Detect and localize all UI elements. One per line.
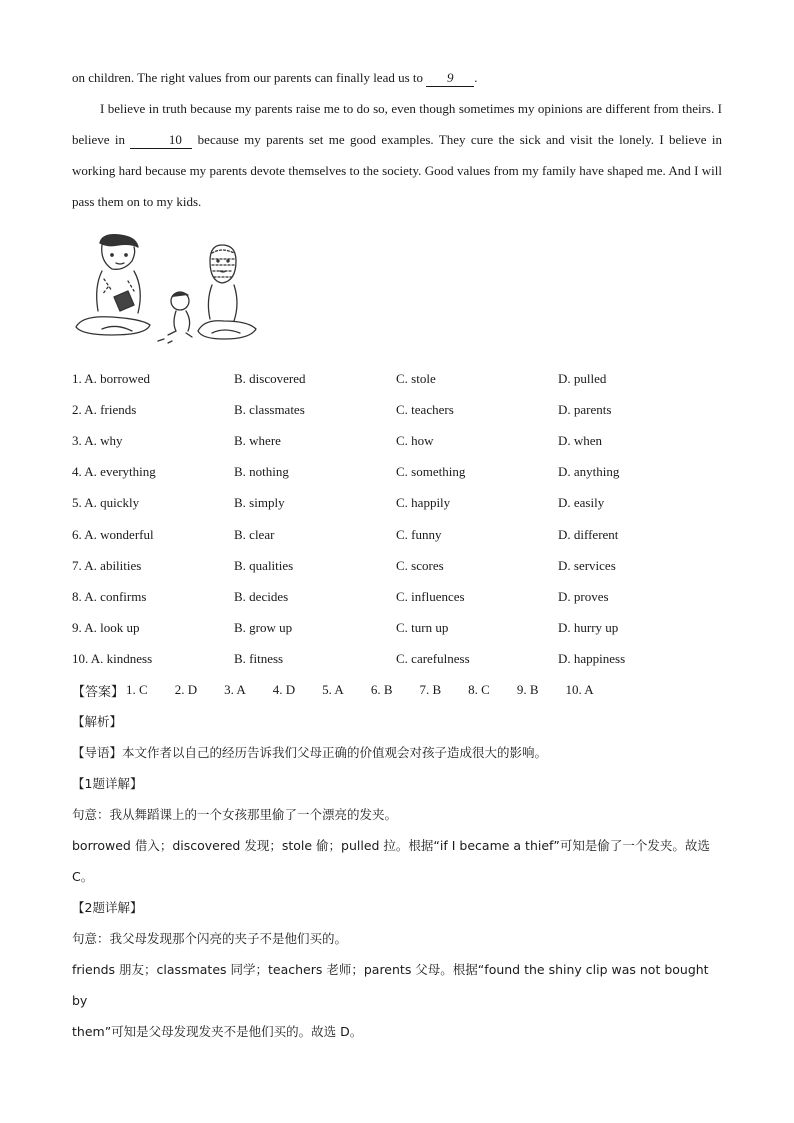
option-b: B. discovered [234, 370, 306, 386]
option-d: D. services [558, 557, 616, 573]
option-c: C. influences [396, 588, 465, 604]
options-list [72, 363, 722, 675]
q1-meaning: 句意：我从舞蹈课上的一个女孩那里偷了一个漂亮的发夹。 [72, 806, 398, 822]
option-row [72, 613, 722, 644]
option-b: B. clear [234, 526, 275, 542]
answer-item: 1. C [126, 682, 148, 698]
blank-10: 10 [130, 132, 192, 149]
option-b: B. simply [234, 495, 285, 511]
option-d: D. hurry up [558, 620, 619, 636]
passage-line-1: on children. The right values from our parents can finally lead us to 9 . [72, 70, 478, 85]
option-row [72, 425, 722, 456]
option-c: C. turn up [396, 620, 449, 636]
option-b: B. fitness [234, 651, 284, 667]
option-b: B. classmates [234, 401, 305, 417]
option-a: 5. A. quickly [72, 495, 140, 511]
option-a: 3. A. why [72, 432, 123, 448]
option-b: B. qualities [234, 557, 294, 573]
option-c: C. how [396, 432, 434, 448]
option-a: 6. A. wonderful [72, 526, 154, 542]
answer-tag: 【答案】 [72, 684, 125, 700]
q2-title: 【2题详解】 [72, 899, 143, 915]
option-b: B. grow up [234, 620, 293, 636]
option-b: B. nothing [234, 464, 289, 480]
option-a: 8. A. confirms [72, 588, 147, 604]
option-row [72, 550, 722, 581]
option-d: D. easily [558, 495, 605, 511]
answer-item: 7. B [419, 682, 442, 698]
passage [72, 62, 722, 217]
q1-explanation-line-1: borrowed 借入；discovered 发现；stole 偷；pulled 拉。根据“if I became a thief”可知是偷了一个发夹。故选 [72, 837, 710, 853]
blank-9: 9 [426, 70, 474, 87]
option-a: 1. A. borrowed [72, 370, 150, 386]
q1-explanation-line-2: C。 [72, 868, 94, 884]
analysis-section [72, 706, 722, 1047]
option-row [72, 394, 722, 425]
option-b: B. where [234, 432, 281, 448]
family-reading-illustration [72, 231, 264, 349]
analysis-intro: 【导语】本文作者以自己的经历告诉我们父母正确的价值观会对孩子造成很大的影响。 [72, 744, 548, 760]
answer-key [72, 675, 722, 706]
passage-paragraph-2: I believe in truth because my parents raise me to do so, even though sometimes my opinions are different from theirs. I believe in 10 because my parents set me good examples. They cure the sick and visit the lonely. I believe in working hard because my parents devote themselves to the society. Good values from my family have shaped me. And I will pass them on to my kids. [72, 101, 722, 209]
analysis-tag: 【解析】 [72, 713, 123, 729]
option-d: D. when [558, 432, 603, 448]
option-b: B. decides [234, 588, 289, 604]
document-page [72, 62, 722, 1047]
answer-item: 8. C [468, 682, 490, 698]
option-d: D. different [558, 526, 619, 542]
option-c: C. something [396, 464, 466, 480]
option-a: 10. A. kindness [72, 651, 153, 667]
option-row [72, 581, 722, 612]
option-a: 2. A. friends [72, 401, 137, 417]
option-d: D. parents [558, 401, 612, 417]
q1-title: 【1题详解】 [72, 775, 143, 791]
option-a: 7. A. abilities [72, 557, 142, 573]
option-a: 9. A. look up [72, 620, 140, 636]
option-row [72, 519, 722, 550]
option-d: D. pulled [558, 370, 607, 386]
q2-explanation-line-1: friends 朋友；classmates 同学；teachers 老师；parents 父母。根据“found the shiny clip was not bought by [72, 961, 709, 1008]
option-a: 4. A. everything [72, 464, 156, 480]
option-row [72, 644, 722, 675]
option-row [72, 457, 722, 488]
option-c: C. carefulness [396, 651, 470, 667]
answer-item: 9. B [516, 682, 539, 698]
option-c: C. scores [396, 557, 444, 573]
option-c: C. stole [396, 370, 436, 386]
answer-item: 4. D [272, 682, 296, 698]
q2-meaning: 句意：我父母发现那个闪亮的夹子不是他们买的。 [72, 930, 348, 946]
answer-item: 5. A [322, 682, 344, 698]
option-d: D. happiness [558, 651, 626, 667]
answer-item: 10. A [565, 682, 594, 698]
option-row [72, 363, 722, 394]
option-c: C. funny [396, 526, 442, 542]
option-d: D. proves [558, 588, 609, 604]
q2-explanation-line-2: them”可知是父母发现发夹不是他们买的。故选 D。 [72, 1023, 363, 1039]
option-c: C. teachers [396, 401, 454, 417]
answer-item: 2. D [174, 682, 198, 698]
answer-item: 6. B [370, 682, 393, 698]
option-row [72, 488, 722, 519]
answer-item: 3. A [224, 682, 246, 698]
option-c: C. happily [396, 495, 451, 511]
option-d: D. anything [558, 464, 620, 480]
